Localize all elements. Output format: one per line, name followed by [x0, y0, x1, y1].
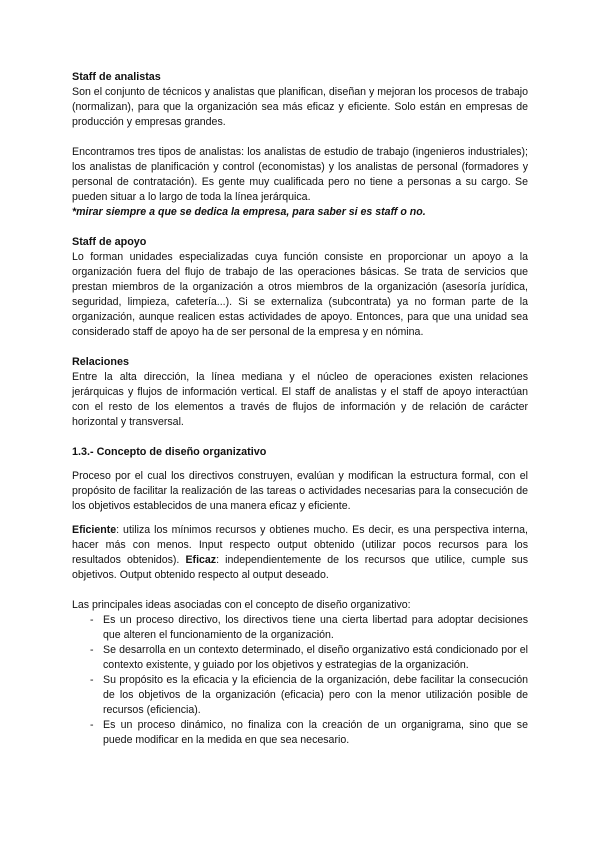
list-item: - Su propósito es la eficacia y la eficiencia de la organización, debe facilitar la consecución de los objetivos de la organización (eficacia) pero con la menor utilización posible de recursos (eficiencia). — [90, 674, 528, 716]
ideas-list — [72, 613, 528, 748]
list-item: - Es un proceso dinámico, no finaliza con la creación de un organigrama, sino que se puede modificar en la medida en que sea necesario. — [90, 719, 528, 746]
text-eficaz: : independientemente de los recursos que utilice, cumple sus objetivos. Output obtenido respecto al output deseado. — [72, 554, 528, 581]
list-item: - Se desarrolla en un contexto determinado, el diseño organizativo está condicionado por el contexto existente, y guiado por los objetivos y estrategias de la organización. — [90, 644, 528, 671]
paragraph-eficiente-eficaz — [72, 523, 528, 583]
bullet-dash: - — [90, 644, 94, 656]
heading-staff-apoyo: Staff de apoyo — [72, 236, 147, 248]
paragraph-staff-apoyo: Lo forman unidades especializadas cuya función consiste en proporcionar un apoyo a la organización fuera del flujo de trabajo de las operaciones básicas. Se trata de servicios que prestan miembros de la organización a otros miembros de la organización (asesoría jurídica, seguridad, limpieza, cafetería...). Si se externaliza (subcontrata) ya no forman parte de la organización, aunque realicen estas actividades de apoyo. Entonces, para que una unidad sea considerado staff de apoyo ha de ser personal de la empresa y en nómina. — [72, 251, 528, 338]
term-eficiente: Eficiente — [72, 524, 117, 536]
bullet-dash: - — [90, 674, 94, 686]
paragraph-staff-analistas-2: Encontramos tres tipos de analistas: los analistas de estudio de trabajo (ingenieros industriales); los analistas de planificación y control (economistas) y los analistas de personal (formadores y personal de contratación). Es gente muy cualificada pero no tiene a personas a su cargo. Se pueden situar a lo largo de toda la línea jerárquica. — [72, 146, 528, 203]
paragraph-relaciones: Entre la alta dirección, la línea mediana y el núcleo de operaciones existen relaciones jerárquicas y flujos de información vertical. El staff de analistas y el staff de apoyo interactúan con el resto de los elementos a través de flujos de información y de relación de carácter horizontal y transversal. — [72, 371, 528, 428]
heading-relaciones: Relaciones — [72, 356, 130, 368]
note-staff-analistas: *mirar siempre a que se dedica la empresa, para saber si es staff o no. — [72, 206, 426, 218]
paragraph-ideas-intro: Las principales ideas asociadas con el concepto de diseño organizativo: — [72, 599, 411, 611]
list-item: - Es un proceso directivo, los directivos tiene una cierta libertad para adoptar decisiones que alteren el funcionamiento de la organización. — [90, 614, 528, 641]
text-eficiente: : utiliza los mínimos recursos y obtienes mucho. Es decir, es una perspectiva interna, hacer más con menos. Input respecto output obtenido (utilizar pocos recursos para los resultados obtenidos). — [72, 524, 528, 566]
bullet-dash: - — [90, 614, 94, 626]
bullet-dash: - — [90, 719, 94, 731]
paragraph-staff-analistas-1: Son el conjunto de técnicos y analistas que planifican, diseñan y mejoran los procesos de trabajo (normalizan), para que la organización sea más eficaz y eficiente. Solo están en empresas de producción y empresas grandes. — [72, 86, 528, 128]
heading-staff-analistas: Staff de analistas — [72, 71, 161, 83]
paragraph-diseno-definicion: Proceso por el cual los directivos construyen, evalúan y modifican la estructura formal, con el propósito de facilitar la realización de las tareas o actividades necesarias para la consecución de los objetivos establecidos de una manera eficaz y eficiente. — [72, 470, 528, 512]
heading-diseno-organizativo: 1.3.- Concepto de diseño organizativo — [72, 446, 267, 458]
term-eficaz: Eficaz — [185, 554, 217, 566]
